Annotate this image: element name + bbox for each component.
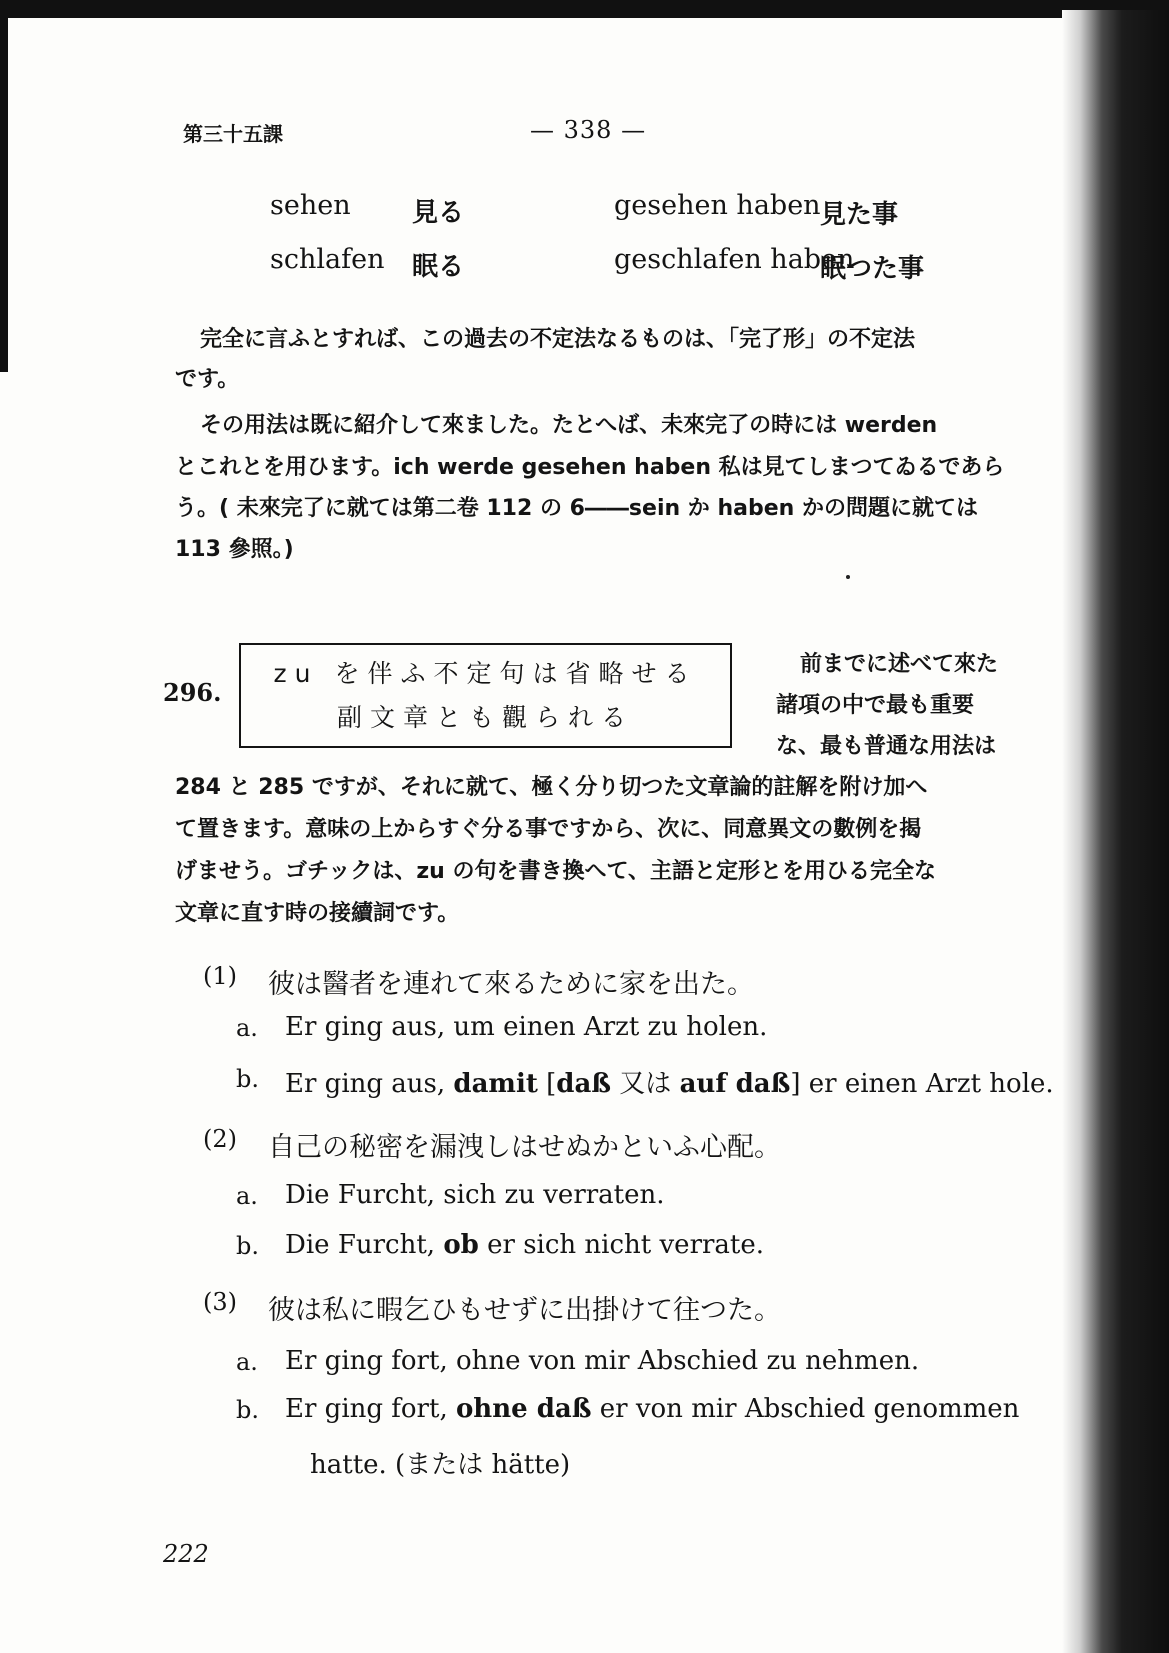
- conjunction-bold: ohne daß: [455, 1394, 592, 1424]
- example-letter: a.: [236, 1348, 258, 1376]
- text-segment: 又は: [611, 1069, 680, 1099]
- scan-top-border: [0, 0, 1169, 18]
- ink-speck: [846, 575, 850, 579]
- example-german-a: Die Furcht, sich zu verraten.: [285, 1180, 665, 1210]
- page-number: — 338 —: [530, 116, 647, 144]
- conjunction-bold: daß: [556, 1069, 612, 1099]
- example-german-b: [285, 1394, 1019, 1424]
- vocab-word: sehen: [270, 190, 351, 221]
- lesson-heading: 第三十五課: [183, 122, 283, 146]
- section-body-line: げませう。ゴチックは、zu の句を書き換へて、主語と定形とを用ひる完全な: [175, 859, 937, 884]
- text-segment: Er ging fort,: [285, 1394, 456, 1424]
- text-segment: er sich nicht verrate.: [478, 1230, 765, 1260]
- scan-right-edge: [1062, 10, 1169, 1653]
- section-side-line: 前までに述べて來た: [800, 652, 999, 677]
- paragraph-line: その用法は既に紹介して來ました。たとへば、未來完了の時には werden: [200, 413, 938, 438]
- vocab-phrase-meaning: 眠つた事: [820, 254, 925, 284]
- scan-left-border: [0, 0, 8, 372]
- paragraph-line: とこれとを用ひます。ich werde gesehen haben 私は見てしまつてゐるであら: [175, 455, 1005, 480]
- vocab-word: schlafen: [270, 244, 385, 275]
- text-segment: Er ging aus,: [285, 1069, 454, 1099]
- section-body-line: て置きます。意味の上からすぐ分る事ですから、次に、同意異文の數例を揭: [175, 817, 922, 842]
- example-japanese: 彼は私に暇乞ひもせずに出掛けて往つた。: [268, 1295, 781, 1326]
- conjunction-bold: damit: [453, 1069, 538, 1099]
- paragraph-line: 完全に言ふとすれば、この過去の不定法なるものは、「完了形」の不定法: [200, 327, 916, 352]
- vocab-phrase: gesehen haben: [614, 190, 821, 221]
- example-label: (2): [203, 1125, 237, 1153]
- paragraph-line: です。: [175, 367, 240, 392]
- section-body-line: 文章に直す時の接續詞です。: [175, 901, 460, 926]
- conjunction-bold: ob: [443, 1230, 479, 1260]
- vocab-phrase-meaning: 見た事: [820, 200, 899, 230]
- folio-number: 222: [163, 1540, 209, 1568]
- text-segment: ] er einen Arzt hole.: [790, 1069, 1054, 1099]
- example-japanese: 彼は醫者を連れて來るために家を出た。: [268, 969, 754, 1000]
- conjunction-bold: auf daß: [679, 1069, 791, 1099]
- text-segment: er von mir Abschied genommen: [591, 1394, 1020, 1424]
- example-german-b-continuation: hatte. (または hätte): [310, 1450, 571, 1480]
- section-title-line: zu を伴ふ不定句は省略せる: [273, 658, 698, 688]
- vocab-meaning: 眠る: [412, 252, 465, 282]
- section-body-line: 284 と 285 ですが、それに就て、極く分り切つた文章論的註解を附け加へ: [175, 775, 928, 800]
- section-number: 296.: [163, 678, 222, 707]
- example-japanese: 自己の秘密を漏洩しはせぬかといふ心配。: [268, 1132, 781, 1163]
- example-letter: b.: [236, 1065, 259, 1093]
- section-title-line: 副文章とも觀られる: [336, 702, 634, 732]
- example-label: (1): [203, 962, 237, 990]
- example-german-b: [285, 1063, 1054, 1100]
- example-german-a: Er ging aus, um einen Arzt zu holen.: [285, 1012, 768, 1042]
- section-side-line: な、最も普通な用法は: [776, 734, 997, 759]
- example-german-a: Er ging fort, ohne von mir Abschied zu nehmen.: [285, 1346, 920, 1376]
- example-letter: b.: [236, 1232, 259, 1260]
- vocab-meaning: 見る: [412, 198, 465, 228]
- text-segment: [: [537, 1069, 557, 1099]
- example-letter: b.: [236, 1396, 259, 1424]
- vocab-phrase: geschlafen haben: [614, 244, 855, 275]
- text-segment: Die Furcht,: [285, 1230, 444, 1260]
- paragraph-line: う。( 未來完了に就ては第二卷 112 の 6――sein か haben かの問題に就ては: [175, 496, 978, 521]
- example-letter: a.: [236, 1014, 258, 1042]
- example-letter: a.: [236, 1182, 258, 1210]
- example-german-b: [285, 1230, 764, 1260]
- section-side-line: 諸項の中で最も重要: [776, 693, 975, 718]
- paragraph-line: 113 參照。): [175, 537, 294, 562]
- example-label: (3): [203, 1288, 237, 1316]
- section-title-box: [239, 643, 732, 748]
